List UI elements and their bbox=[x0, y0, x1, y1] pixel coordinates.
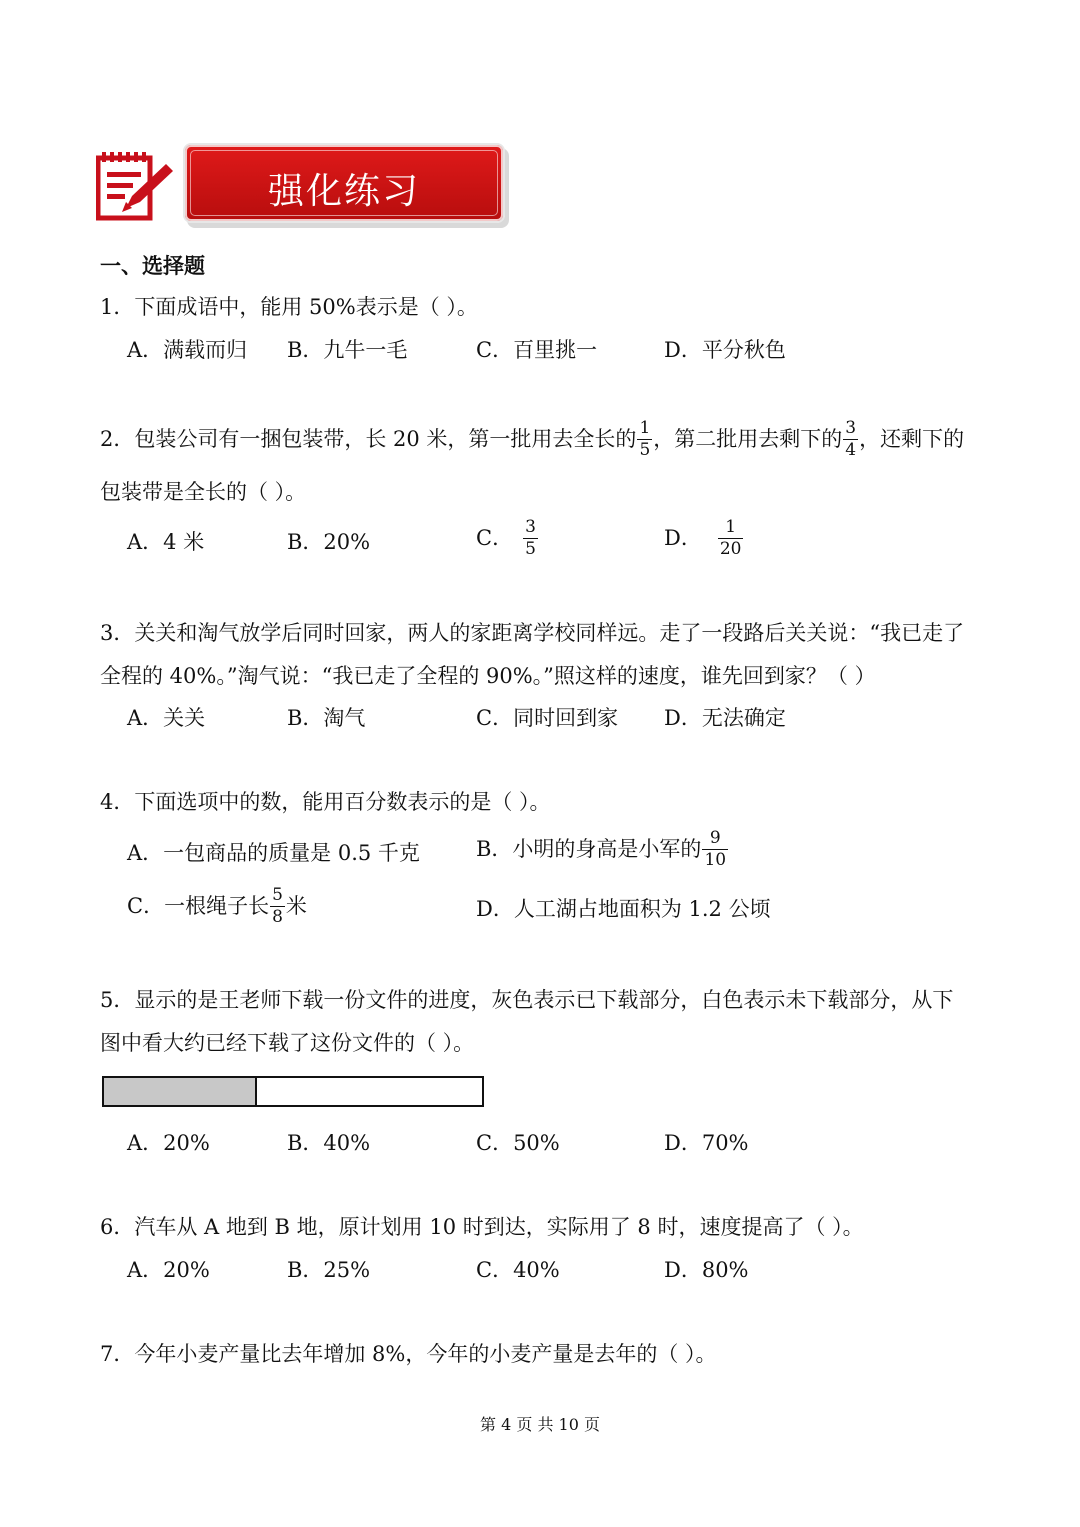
question-6-stem: 6．汽车从 A 地到 B 地，原计划用 10 时到达，实际用了 8 时，速度提高了（ ）。 bbox=[100, 1215, 864, 1239]
q2-option-c-fraction: $\frac{3}{5}$ bbox=[525, 517, 536, 559]
q1-option-c: C．百里挑一 bbox=[476, 338, 598, 362]
q2-stem-part-a: 2．包装公司有一捆包装带，长 20 米，第一批用去全长的 bbox=[100, 427, 637, 451]
question-5-line2: 图中看大约已经下载了这份文件的（ ）。 bbox=[100, 1031, 475, 1055]
q1-option-b: B．九牛一毛 bbox=[287, 338, 408, 362]
question-4-stem: 4．下面选项中的数，能用百分数表示的是（ ）。 bbox=[100, 790, 551, 814]
q1-option-a: A．满载而归 bbox=[127, 338, 248, 362]
q4-option-c-fraction: $\frac{5}{8}$ bbox=[272, 885, 283, 927]
q3-option-b: B．淘气 bbox=[287, 706, 366, 730]
q6-option-b: B．25% bbox=[287, 1258, 371, 1282]
q2-option-a: A．4 米 bbox=[127, 530, 205, 554]
section-title: 一、选择题 bbox=[100, 253, 205, 278]
q2-option-d: D． $\frac{1}{20}$ bbox=[664, 517, 742, 559]
banner-title: 强化练习 bbox=[267, 171, 420, 212]
q5-option-d: D．70% bbox=[664, 1131, 749, 1155]
download-progress-bar bbox=[102, 1076, 484, 1107]
q2-fraction-1: $\frac{1}{5}$ bbox=[639, 418, 651, 460]
question-1-stem: 1．下面成语中，能用 50%表示是（ ）。 bbox=[100, 295, 478, 319]
q4-option-b: B．小明的身高是小军的 $\frac{9}{10}$ bbox=[476, 828, 727, 870]
q2-option-b: B．20% bbox=[287, 530, 371, 554]
q2-fraction-2: $\frac{3}{4}$ bbox=[845, 418, 857, 460]
q1-option-d: D．平分秋色 bbox=[664, 338, 786, 362]
q2-stem-part-b: ，第二批用去剩下的 bbox=[653, 427, 843, 451]
question-2-stem bbox=[100, 420, 964, 459]
q5-option-a: A．20% bbox=[127, 1131, 210, 1155]
q5-option-c: C．50% bbox=[476, 1131, 560, 1155]
notepad-pencil-icon bbox=[96, 150, 176, 222]
q2-option-c: C． $\frac{3}{5}$ bbox=[476, 517, 536, 559]
download-progress-fill bbox=[104, 1078, 257, 1105]
page-footer: 第 4 页 共 10 页 bbox=[480, 1415, 600, 1434]
q5-option-b: B．40% bbox=[287, 1131, 371, 1155]
q3-option-d: D．无法确定 bbox=[664, 706, 786, 730]
question-2-stem-line2: 包装带是全长的（ ）。 bbox=[100, 480, 307, 504]
q6-option-a: A．20% bbox=[127, 1258, 210, 1282]
question-3-line1: 3．关关和淘气放学后同时回家，两人的家距离学校同样远。走了一段路后关关说：“我已走了 bbox=[100, 621, 965, 645]
q2-option-d-fraction: $\frac{1}{20}$ bbox=[719, 517, 742, 559]
question-5-line1: 5．显示的是王老师下载一份文件的进度，灰色表示已下载部分，白色表示未下载部分，从下 bbox=[100, 988, 954, 1012]
q4-option-a: A．一包商品的质量是 0.5 千克 bbox=[127, 841, 420, 865]
q4-option-c: C．一根绳子长 $\frac{5}{8}$ 米 bbox=[127, 885, 307, 927]
section-banner bbox=[183, 143, 505, 223]
q2-stem-part-c: ，还剩下的 bbox=[859, 427, 965, 451]
q3-option-a: A．关关 bbox=[127, 706, 206, 730]
q3-option-c: C．同时回到家 bbox=[476, 706, 619, 730]
q6-option-d: D．80% bbox=[664, 1258, 749, 1282]
question-7-stem: 7．今年小麦产量比去年增加 8%，今年的小麦产量是去年的（ ）。 bbox=[100, 1342, 717, 1366]
q6-option-c: C．40% bbox=[476, 1258, 560, 1282]
question-3-line2: 全程的 40%。”淘气说：“我已走了全程的 90%。”照这样的速度，谁先回到家？（ ） bbox=[100, 664, 876, 688]
q4-option-b-fraction: $\frac{9}{10}$ bbox=[704, 828, 727, 870]
q4-option-d: D．人工湖占地面积为 1.2 公顷 bbox=[476, 897, 771, 921]
